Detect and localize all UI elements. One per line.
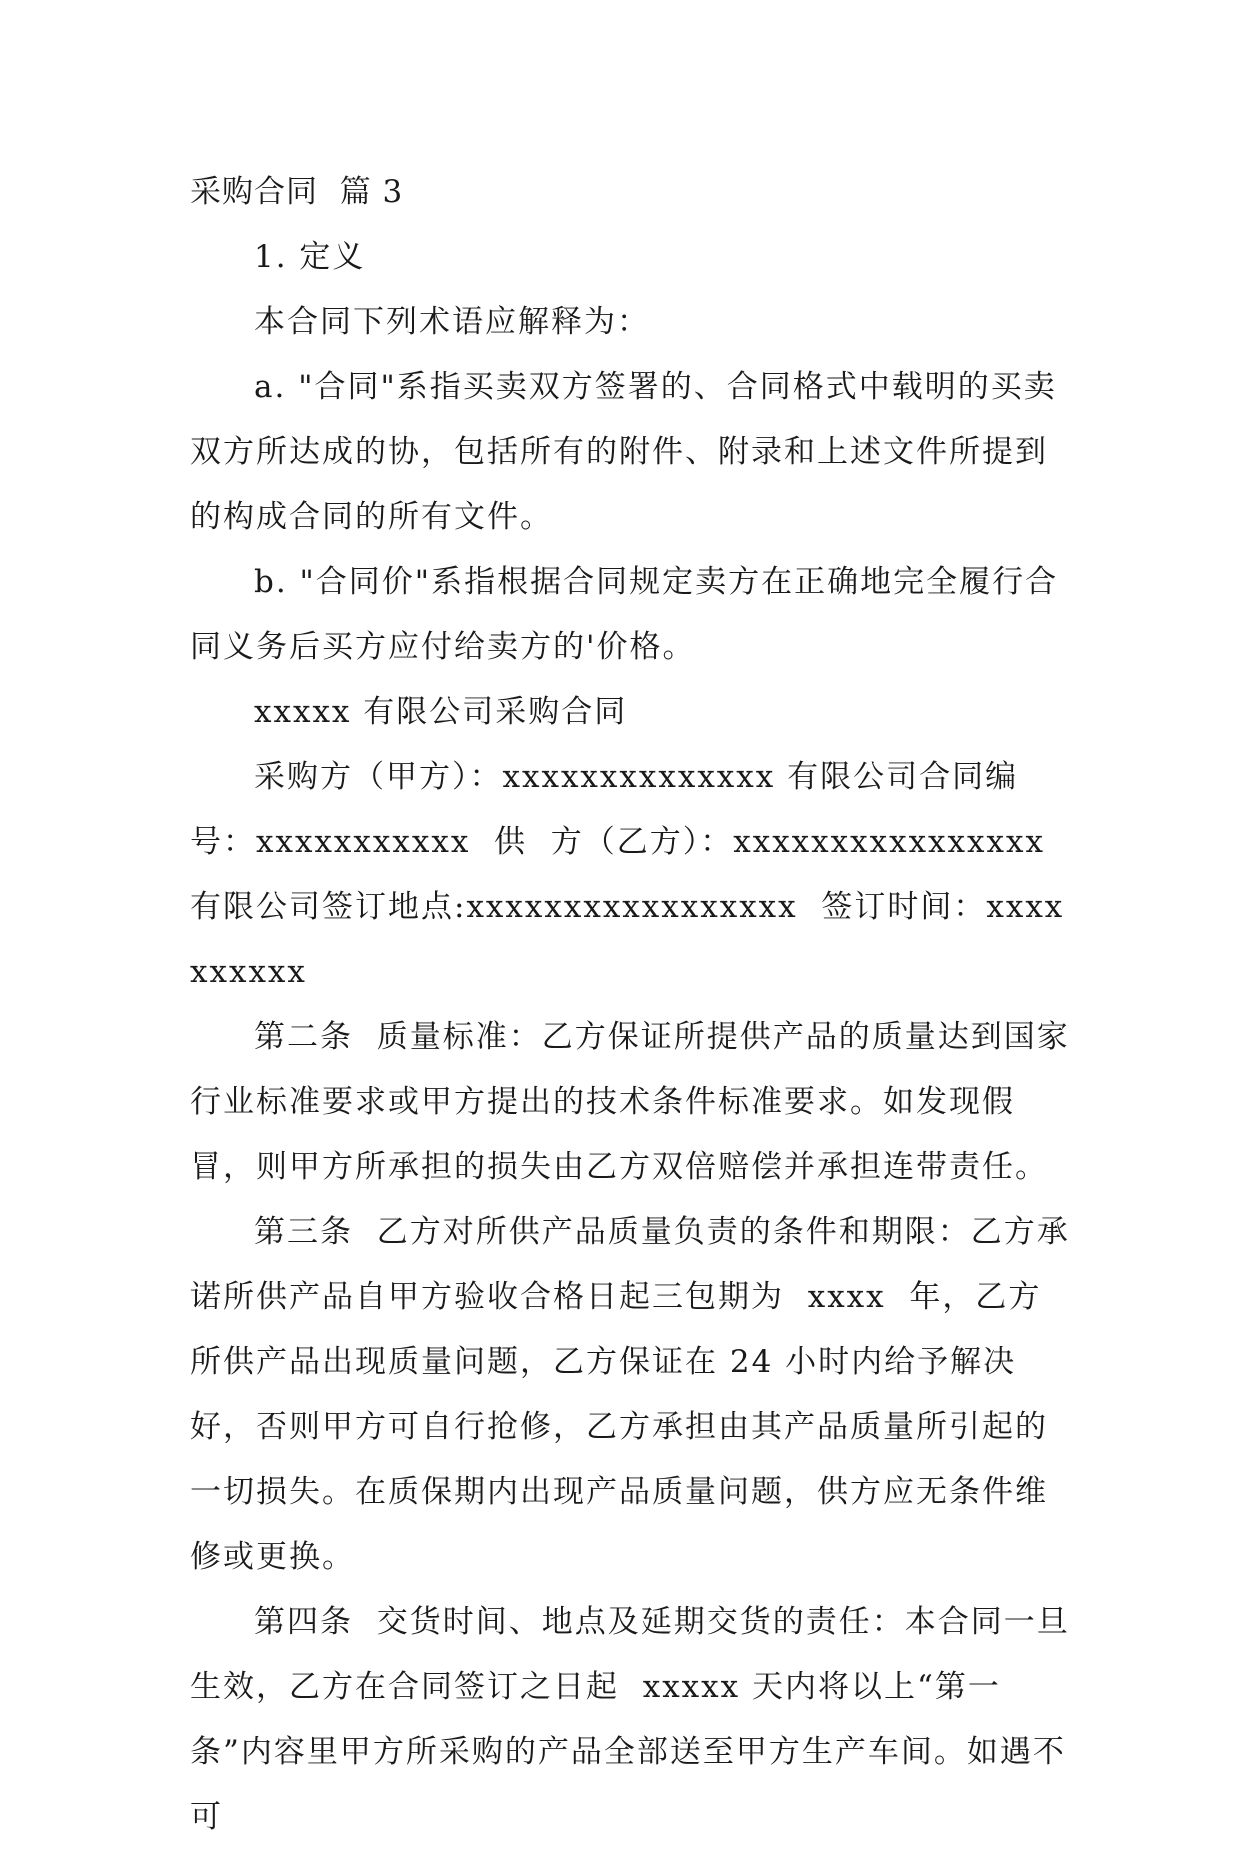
section-definition-heading: 1. 定义 (254, 239, 366, 275)
article-2-paragraph: 第二条 质量标准：乙方保证所提供产品的质量达到国家行业标准要求或甲方提出的技术条件标准要求。如发现假冒，则甲方所承担的损失由乙方双倍赔偿并承担连带责任。 (190, 1019, 1070, 1185)
parties-paragraph: 采购方（甲方）：xxxxxxxxxxxxxx 有限公司合同编号：xxxxxxxxxxx 供 方（乙方）：xxxxxxxxxxxxxxxx 有限公司签订地点:xxxxxxxxxxxxxxxxx 签订时间：xxxxxxxxxx (190, 759, 1065, 990)
article-3-paragraph: 第三条 乙方对所供产品质量负责的条件和期限：乙方承诺所供产品自甲方验收合格日起三包期为 xxxx 年，乙方所供产品出现质量问题，乙方保证在 24 小时内给予解决好，否则甲方可自行抢修，乙方承担由其产品质量所引起的一切损失。在质保期内出现产品质量问题，供方应无条件维修或更换。 (190, 1214, 1070, 1575)
document-body (190, 160, 1070, 1850)
contract-subtitle: xxxxx 有限公司采购合同 (254, 694, 628, 730)
article-4-paragraph: 第四条 交货时间、地点及延期交货的责任：本合同一旦生效，乙方在合同签订之日起 xxxxx 天内将以上“第一条”内容里甲方所采购的产品全部送至甲方生产车间。如遇不可 (190, 1604, 1070, 1835)
term-b-paragraph: b. "合同价"系指根据合同规定卖方在正确地完全履行合同义务后买方应付给卖方的'价格。 (190, 564, 1059, 665)
document-heading: 采购合同 篇 3 (190, 174, 404, 210)
terms-intro-paragraph: 本合同下列术语应解释为： (254, 304, 650, 340)
term-a-paragraph: a. "合同"系指买卖双方签署的、合同格式中载明的买卖双方所达成的协，包括所有的附件、附录和上述文件所提到的构成合同的所有文件。 (190, 369, 1057, 535)
